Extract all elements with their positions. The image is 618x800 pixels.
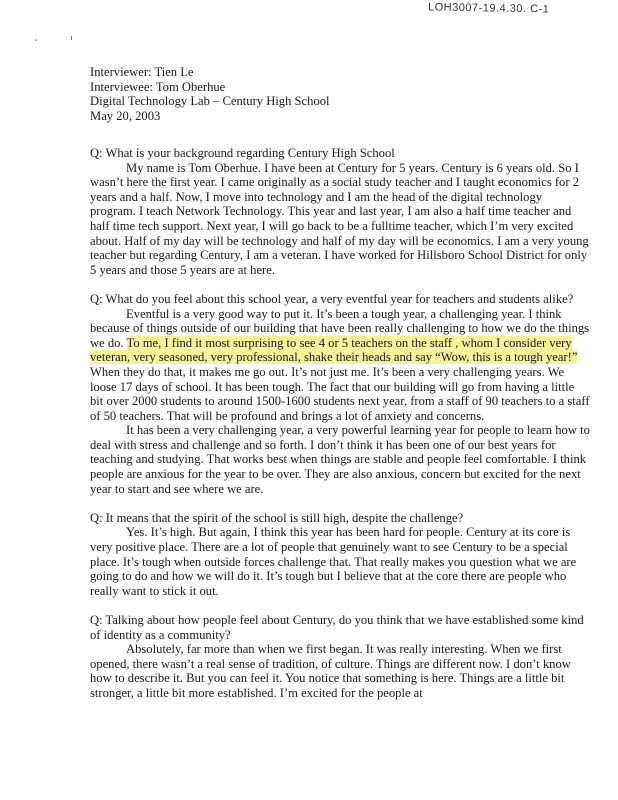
interviewee-line: Interviewee: Tom Oberhue bbox=[90, 79, 226, 94]
question-1: Q: What is your background regarding Century High School bbox=[90, 146, 395, 160]
highlighted-quote: To me, I find it most surprising to see 4 or 5 teachers on the staff , whom I consider very veteran, very seasoned, very professional, shake their heads and say “Wow, this is a tough year!” bbox=[90, 335, 578, 365]
location-line: Digital Technology Lab – Century High School bbox=[90, 94, 330, 109]
scan-specks bbox=[30, 30, 90, 50]
transcript-body bbox=[90, 146, 590, 701]
qa-block-3 bbox=[90, 511, 590, 599]
question-3: Q: It means that the spirit of the school is still high, despite the challenge? bbox=[90, 510, 464, 525]
date-line: May 20, 2003 bbox=[90, 108, 161, 123]
qa-block-2 bbox=[90, 292, 590, 496]
qa-block-4 bbox=[90, 613, 590, 701]
question-4: Q: Talking about how people feel about Century, do you think that we have established some kind of identity as a community? bbox=[90, 613, 584, 642]
qa-block-1 bbox=[90, 146, 590, 277]
answer-1: My name is Tom Oberhue. I have been at Century for 5 years. Century is 6 years old. So I wasn’t here the first year. I came originally as a social study teacher and I taught economics for 2 years and a half. Now, I move into technology and I am the head of the digital technology program. I teach Network Technology. This year and last year, I am also a half time teacher and half time tech support. Next year, I will go back to be a fulltime teacher, which I’m very excited about. Half of my day will be technology and half of my day will be economics. I am a very young teacher but regarding Century, I am a veteran. I have worked for Hillsboro School District for only 5 years and those 5 years are at here. bbox=[90, 160, 589, 277]
answer-2 bbox=[90, 307, 590, 424]
handwritten-archive-note: LOH3007-19.4.30. C-1 bbox=[427, 1, 550, 16]
answer-2-paragraph-2: It has been a very challenging year, a very powerful learning year for people to learn how to deal with stress and challenge and so forth. I don’t think it has been one of our best years for teaching and studying. That works best when things are stable and people feel comfortable. I think people are anxious for the year to be over. They are also anxious, concern but excited for the next year to start and see where we are. bbox=[90, 423, 590, 496]
answer-3: Yes. It’s high. But again, I think this year has been hard for people. Century at its core is very positive place. There are a lot of people that genuinely want to see Century to be a special place. It’s tough when outside forces challenge that. That really makes you question what we are going to do and how we will do it. It’s tough but I believe that at the core there are people who really want to stick it out. bbox=[90, 525, 577, 598]
answer-2-before: Eventful is a very good way to put it. It’s been a tough year, a challenging year. I think because of things outside of our building that have been really challenging to how we do the things we do. bbox=[90, 306, 590, 350]
question-2: Q: What do you feel about this school year, a very eventful year for teachers and students alike? bbox=[90, 291, 574, 306]
interviewer-line: Interviewer: Tien Le bbox=[90, 65, 194, 79]
answer-4: Absolutely, far more than when we first began. It was really interesting. When we first opened, there wasn’t a real sense of tradition, of culture. Things are different now. I don’t know how to describe it. But you can feel it. You notice that something is here. Things are a little bit stronger, a little bit more established. I’m excited for the people at bbox=[90, 642, 571, 700]
interview-header bbox=[90, 65, 590, 123]
answer-2-after: When they do that, it makes me go out. It’s not just me. It’s been a very challenging years. We loose 17 days of school. It has been tough. The fact that our building will go from having a little bit over 2000 students to around 1500-1600 students next year, from a staff of 90 teachers to a staff of 50 teachers. That will be profound and brings a lot of anxiety and concerns. bbox=[90, 364, 590, 423]
